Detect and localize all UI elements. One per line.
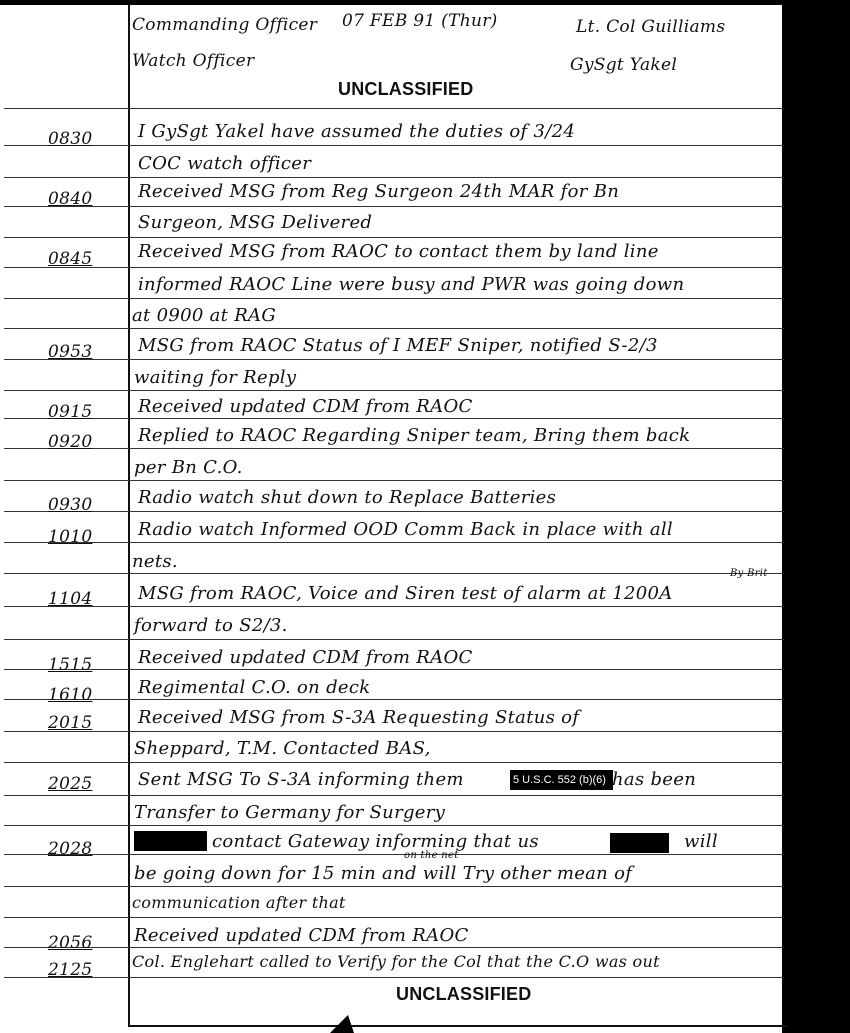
entry-line: informed RAOC Line were busy and PWR was going down bbox=[138, 274, 685, 295]
entry-line: Received updated CDM from RAOC bbox=[134, 925, 469, 946]
rule-line bbox=[4, 418, 784, 419]
entry-line: Received MSG from RAOC to contact them by land line bbox=[138, 241, 659, 262]
entry-line: Received MSG from Reg Surgeon 24th MAR for Bn bbox=[138, 181, 620, 202]
entry-time: 0953 bbox=[48, 342, 93, 362]
redaction-box bbox=[134, 831, 207, 851]
entry-line: Received updated CDM from RAOC bbox=[138, 396, 473, 417]
entry-line: be going down for 15 min and will Try other mean of bbox=[134, 863, 633, 884]
rule-line bbox=[4, 854, 784, 855]
rule-line bbox=[4, 480, 784, 481]
scan-artifact bbox=[330, 1015, 354, 1033]
rule-line bbox=[4, 947, 784, 948]
rule-line bbox=[4, 448, 784, 449]
wo-label: Watch Officer bbox=[132, 51, 255, 71]
redaction-box: 5 U.S.C. 552 (b)(6) bbox=[510, 770, 613, 790]
entry-line: Received MSG from S-3A Requesting Status of bbox=[138, 707, 580, 728]
bottom-rule bbox=[128, 1025, 788, 1027]
rule-line bbox=[4, 573, 784, 574]
rule-line bbox=[4, 328, 784, 329]
entry-time: 2015 bbox=[48, 713, 93, 733]
rule-line bbox=[4, 511, 784, 512]
wo-name: GySgt Yakel bbox=[570, 55, 678, 75]
entry-line: nets. bbox=[132, 551, 178, 572]
entry-time: 2056 bbox=[48, 933, 93, 953]
entry-time: 0920 bbox=[48, 432, 93, 452]
entry-line: Sheppard, T.M. Contacted BAS, bbox=[134, 738, 431, 759]
entry-time: 0845 bbox=[48, 249, 93, 269]
entry-line: per Bn C.O. bbox=[134, 457, 243, 478]
classification-bottom: UNCLASSIFIED bbox=[396, 984, 532, 1004]
entry-time: 0830 bbox=[48, 129, 93, 149]
entry-time: 2028 bbox=[48, 839, 93, 859]
rule-line bbox=[4, 606, 784, 607]
rule-line bbox=[4, 639, 784, 640]
entry-time: 0915 bbox=[48, 402, 93, 422]
entry-line: Radio watch Informed OOD Comm Back in place with all bbox=[138, 519, 673, 540]
rule-line bbox=[4, 542, 784, 543]
rule-line bbox=[4, 731, 784, 732]
rule-line bbox=[4, 795, 784, 796]
entry-line: MSG from RAOC, Voice and Siren test of alarm at 1200A bbox=[138, 583, 673, 604]
rule-line bbox=[4, 267, 784, 268]
entry-line: will bbox=[684, 831, 718, 852]
entry-time: 1104 bbox=[48, 589, 93, 609]
log-sheet bbox=[4, 5, 782, 1033]
rule-line bbox=[4, 762, 784, 763]
entry-line: Transfer to Germany for Surgery bbox=[134, 802, 446, 823]
entry-line: contact Gateway informing that us bbox=[212, 831, 539, 852]
rule-line bbox=[4, 359, 784, 360]
entry-line: forward to S2/3. bbox=[134, 615, 288, 636]
rule-line bbox=[4, 177, 784, 178]
insert-note: on the net bbox=[404, 850, 459, 861]
co-label: Commanding Officer bbox=[132, 15, 318, 35]
entry-line: Received updated CDM from RAOC bbox=[138, 647, 473, 668]
entry-time: 0840 bbox=[48, 189, 93, 209]
rule-line bbox=[4, 108, 784, 109]
co-name: Lt. Col Guilliams bbox=[576, 17, 726, 37]
classification-top: UNCLASSIFIED bbox=[338, 79, 474, 99]
entry-time: 0930 bbox=[48, 495, 93, 515]
rule-line bbox=[4, 237, 784, 238]
entry-line: Radio watch shut down to Replace Batteries bbox=[138, 487, 557, 508]
entry-line: Sent MSG To S-3A informing them bbox=[138, 769, 464, 790]
entry-line: Col. Englehart called to Verify for the Col that the C.O was out bbox=[132, 952, 660, 971]
rule-line bbox=[4, 886, 784, 887]
entry-line: COC watch officer bbox=[138, 153, 312, 174]
margin-note: By Brit bbox=[730, 568, 768, 579]
entry-line: waiting for Reply bbox=[134, 367, 297, 388]
rule-line bbox=[4, 145, 784, 146]
entry-line: at 0900 at RAG bbox=[132, 305, 277, 326]
time-column-divider bbox=[128, 5, 130, 1025]
scan-edge-right bbox=[782, 0, 850, 1033]
rule-line bbox=[4, 977, 784, 978]
log-date: 07 FEB 91 (Thur) bbox=[342, 11, 498, 31]
entry-line: Replied to RAOC Regarding Sniper team, Bring them back bbox=[138, 425, 691, 446]
redaction-box bbox=[610, 833, 669, 853]
entry-time: 2025 bbox=[48, 774, 93, 794]
rule-line bbox=[4, 206, 784, 207]
entry-time: 1010 bbox=[48, 527, 93, 547]
entry-line: I GySgt Yakel have assumed the duties of 3/24 bbox=[138, 121, 576, 142]
rule-line bbox=[4, 390, 784, 391]
entry-line: communication after that bbox=[132, 893, 346, 912]
rule-line bbox=[4, 669, 784, 670]
rule-line bbox=[4, 298, 784, 299]
entry-line: MSG from RAOC Status of I MEF Sniper, notified S-2/3 bbox=[138, 335, 658, 356]
entry-time: 2125 bbox=[48, 960, 93, 980]
rule-line bbox=[4, 825, 784, 826]
rule-line bbox=[4, 699, 784, 700]
entry-line: Surgeon, MSG Delivered bbox=[138, 212, 373, 233]
entry-time: 1610 bbox=[48, 685, 93, 705]
entry-time: 1515 bbox=[48, 655, 93, 675]
entry-line: has been bbox=[612, 769, 697, 790]
rule-line bbox=[4, 917, 784, 918]
entry-line: Regimental C.O. on deck bbox=[138, 677, 371, 698]
